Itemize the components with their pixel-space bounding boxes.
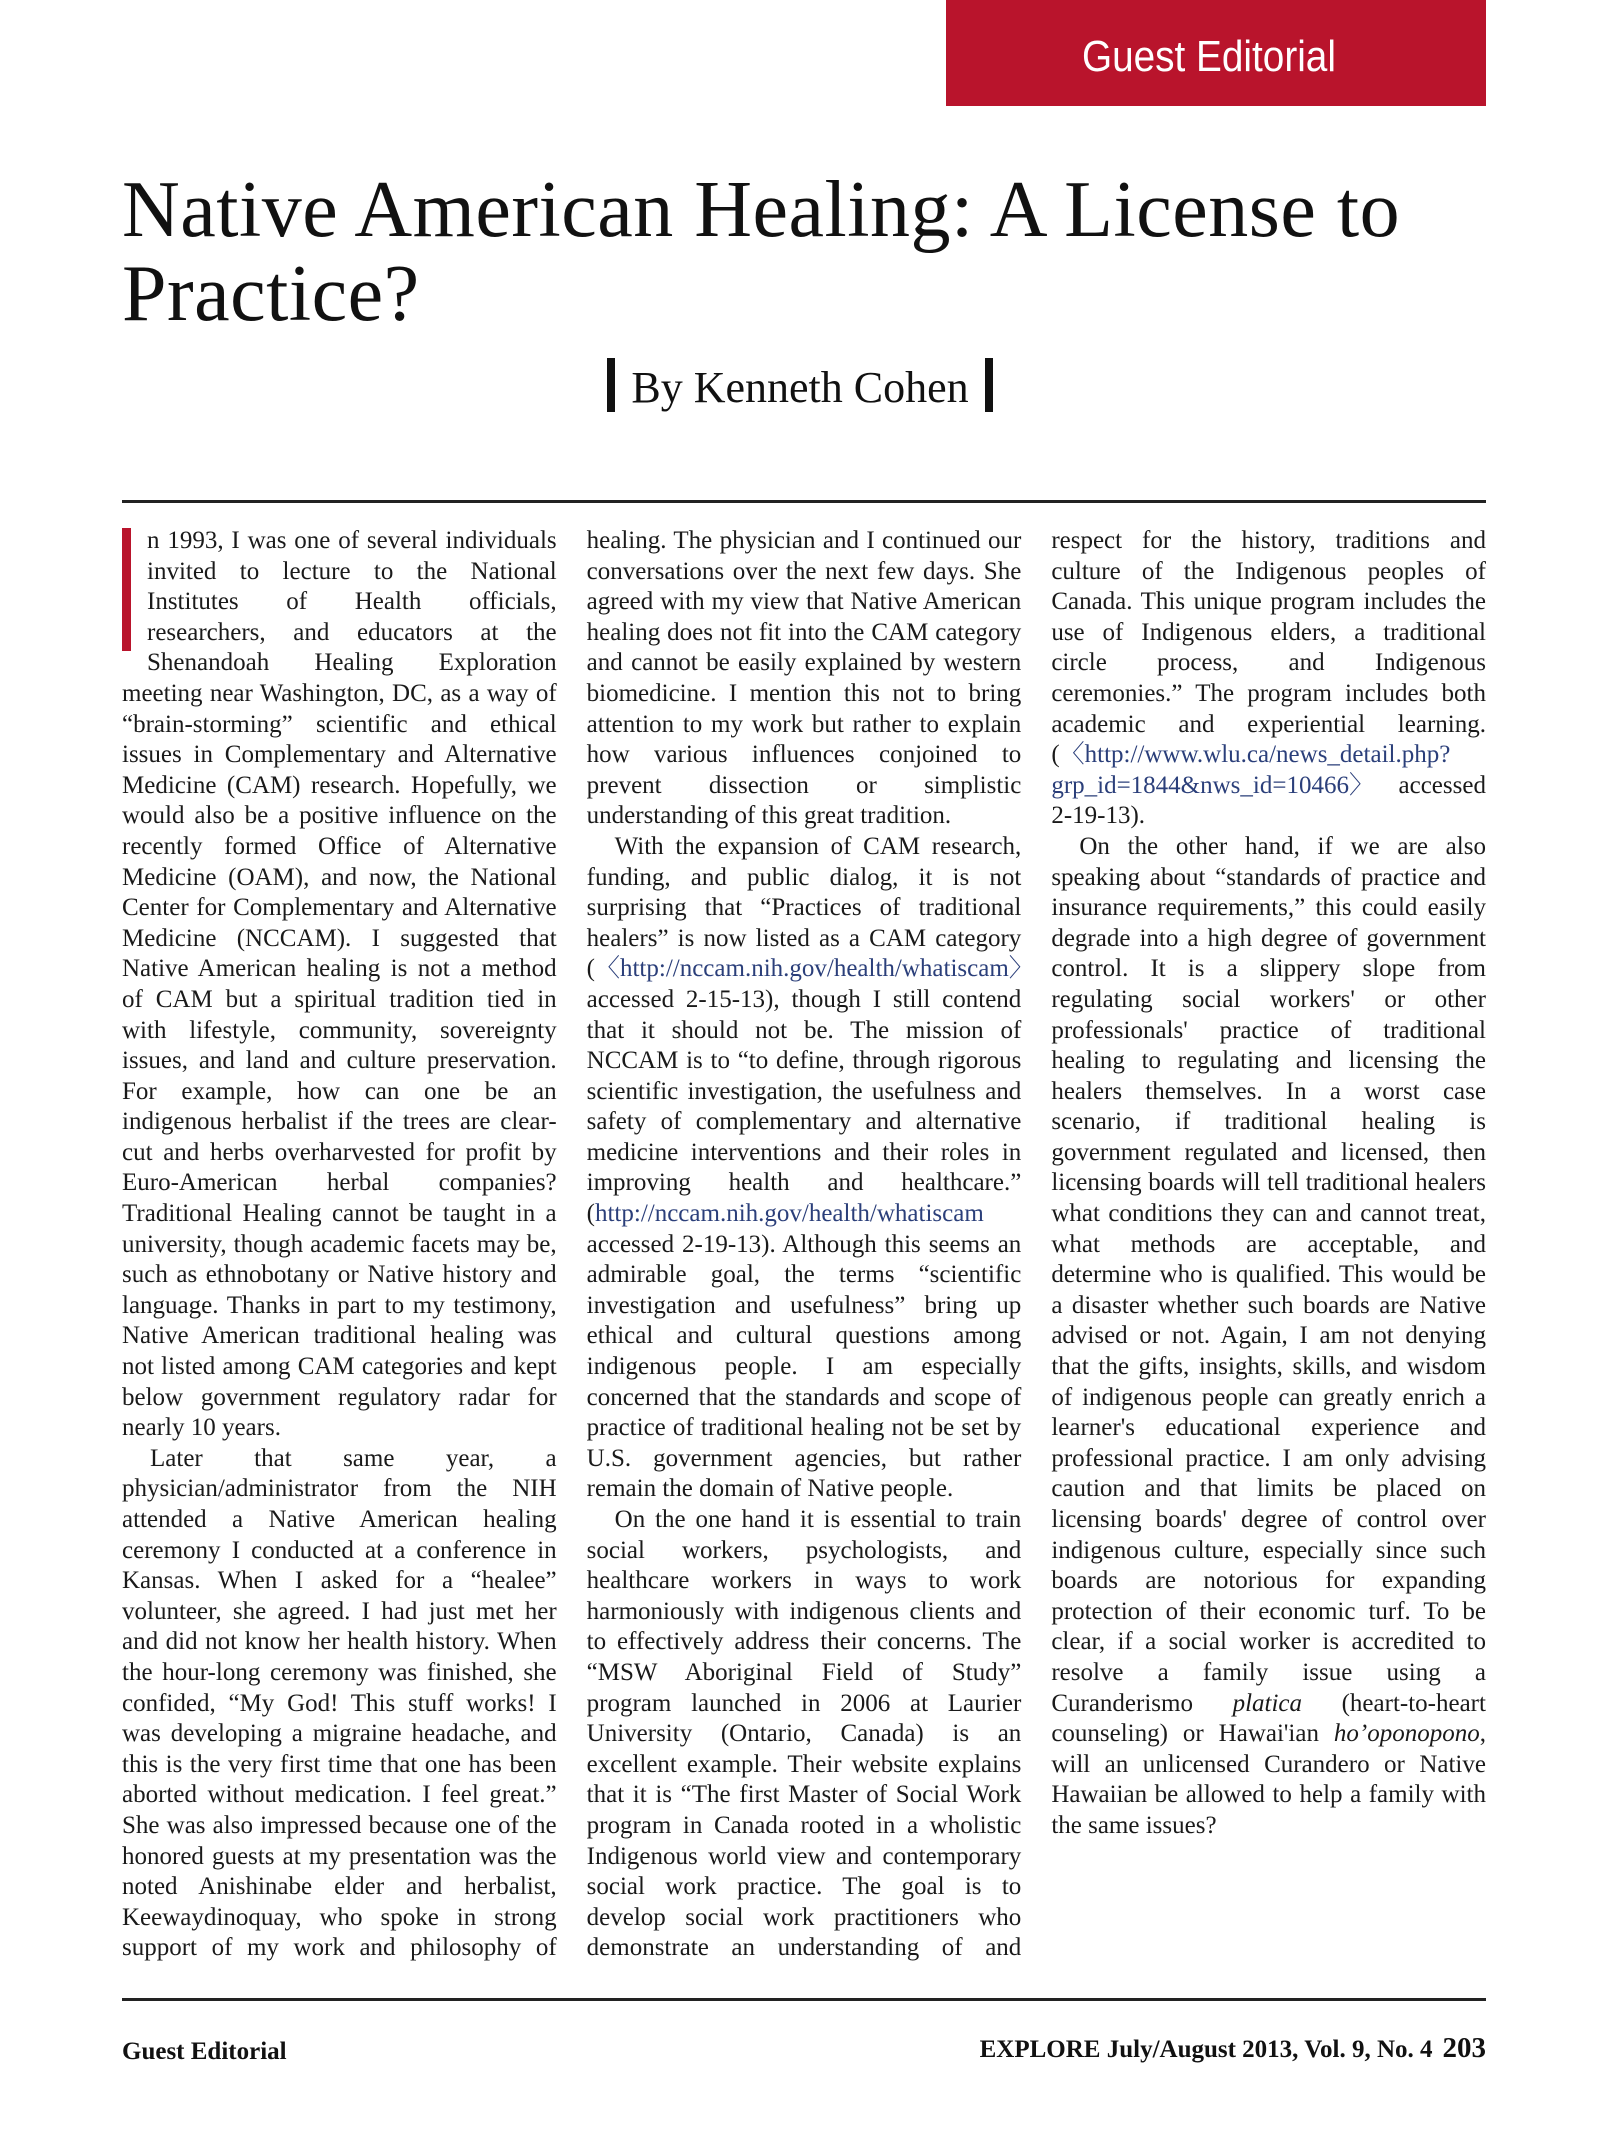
footer-journal: EXPLORE July/August 2013, Vol. 9, No. 4 <box>979 2036 1433 2063</box>
paragraph-4-text: On the one hand it is essential to train social workers, psychologists, and healthcare workers in ways to work harmoniously with indigenous clients and to effectively address their concerns. The “MSW Aboriginal Field of Study” program launched in 2006 at Laurier University (Ontario, Canada) is an excellent example. Their website explains that it is “The first Master of Social Work program in Canada rooted in a wholistic Indigenous world view and contemporary social work practice. The goal is to develop social work practitioners who demonstrate an understanding of and respect for the history, traditions and culture of the Indigenous peoples of Canada. This unique program includes the use of Indigenous elders, a traditional circle process, and Indigenous ceremonies.” The program includes both academic and experiential learning. ( <box>586 527 1486 1962</box>
nccam-link-1[interactable]: 〈http://nccam.nih.gov/health/whatiscam〉 <box>594 955 1034 983</box>
paragraph-3-body: accessed 2-15-13), though I still contend that it should not be. The mission of NCCAM is to “to define, through rigorous scientific investigation, the usefulness and safety of complementary and alternative medicine interventions and their roles in improving health and healthcare.” ( <box>586 985 1022 1228</box>
paragraph-3-lead: With the expansion of CAM research, funding, and public dialog, it is not surprising that “Practices of traditional healers” is now listed as a CAM category ( <box>586 832 1022 983</box>
nccam-link-2[interactable]: http://nccam.nih.gov/health/whatiscam <box>594 1200 984 1228</box>
footer-citation <box>980 2032 1486 2065</box>
paragraph-2: Later that same year, a physician/administrator from the NIH attended a Native American healing ceremony I conducted at a conference in Kansas. When I asked for a “healee” volunteer, she agreed. I had just met her and did not know her health history. When the hour-long ceremony was finished, she confided, “My God! This stuff works! I was developing a migraine headache, and this is the very first time that one has been aborted without medication. I feel great.” She was also impressed because one of the honored guests at my presentation was the noted Anishinabe elder and herbalist, Keewaydinoquay, who spoke in strong support of my work and philosophy of healing. The physician and I continued our conversations over the next few days. She agreed with my view that Native American healing does not fit into the CAM category and cannot be easily explained by western biomedicine. I mention this not to bring attention to my work but rather to explain how various influences conjoined to prevent dissection or simplistic understanding of this great tradition. <box>122 527 1022 1962</box>
byline-bar-left <box>607 358 615 412</box>
section-tab-label: Guest Editorial <box>1082 32 1336 81</box>
top-rule <box>122 500 1486 503</box>
section-tab <box>946 0 1486 106</box>
paragraph-1-text: n 1993, I was one of several individuals invited to lecture to the National Institutes of Health officials, researchers, and educators at the Shenandoah Healing Exploration meeting near Washington, DC, as a way of “brain-storming” scientific and ethical issues in Complementary and Alternative Medicine (CAM) research. Hopefully, we would also be a positive influence on the recently formed Office of Alternative Medicine (OAM), and now, the National Center for Complementary and Alternative Medicine (NCCAM). I suggested that Native American healing is not a method of CAM but a spiritual tradition tied in with lifestyle, community, sovereignty issues, and land and culture preservation. For example, how can one be an indigenous herbalist if the trees are clear-cut and herbs overharvested for profit by Euro-American herbal companies? Traditional Healing cannot be taught in a university, though academic facets may be, such as ethnobotany or Native history and language. Thanks in part to my testimony, Native American traditional healing was not listed among CAM categories and kept below government regulatory radar for nearly 10 years. <box>122 527 557 1442</box>
italic-hooponopono: ho’oponopono <box>1333 1720 1480 1748</box>
paragraph-5-tail: , will an unlicensed Curandero or Native Hawaiian be allowed to help a family with the same issues? <box>1051 1720 1486 1839</box>
bottom-rule <box>122 1998 1486 2001</box>
article-body <box>122 526 1486 1966</box>
footer-section-label: Guest Editorial <box>122 2038 287 2065</box>
paragraph-4-tail: accessed 2-19-13). <box>1051 771 1486 830</box>
italic-platica: platica <box>1232 1689 1302 1717</box>
byline-bar-right <box>985 358 993 412</box>
paragraph-5 <box>1051 832 1486 1842</box>
paragraph-5-mid: (heart-to-heart counseling) or Hawai'ian <box>1051 1689 1486 1748</box>
paragraph-1 <box>122 526 557 1444</box>
drop-cap-bar <box>122 528 131 651</box>
paragraph-3 <box>586 832 1034 1505</box>
paragraph-5-text: On the other hand, if we are also speaking about “standards of practice and insurance requirements,” this could easily degrade into a high degree of government control. It is a slippery slope from regulating social workers' or other professionals' practice of traditional healing to regulating and licensing the healers themselves. In a worst case scenario, if traditional healing is government regulated and licensed, then licensing boards will tell traditional healers what conditions they can and cannot treat, what methods are acceptable, and determine who is qualified. This would be a disaster whether such boards are Native advised or not. Again, I am not denying that the gifts, insights, skills, and wisdom of indigenous people can greatly enrich a learner's educational experience and professional practice. I am only advising caution and that limits be placed on licensing boards' degree of control over indigenous culture, especially since such boards are notorious for expanding protection of their economic turf. To be clear, if a social worker is accredited to resolve a family issue using a Curanderismo <box>1051 832 1486 1717</box>
byline <box>0 358 1600 413</box>
byline-text: By Kenneth Cohen <box>631 363 969 412</box>
paragraph-3-tail: accessed 2-19-13). Although this seems an admirable goal, the terms “scientific investigation and usefulness” bring up ethical and cultural questions among indigenous people. I am especially concerned that the standards and scope of practice of traditional healing not be set by U.S. government agencies, but rather remain the domain of Native people. <box>586 1230 1022 1503</box>
article-title: Native American Healing: A License to Practice? <box>122 166 1401 338</box>
page-number: 203 <box>1442 2032 1486 2064</box>
wlu-link[interactable]: 〈http://www.wlu.ca/news_detail.php?grp_id=1844&nws_id=10466〉 <box>1051 741 1451 799</box>
